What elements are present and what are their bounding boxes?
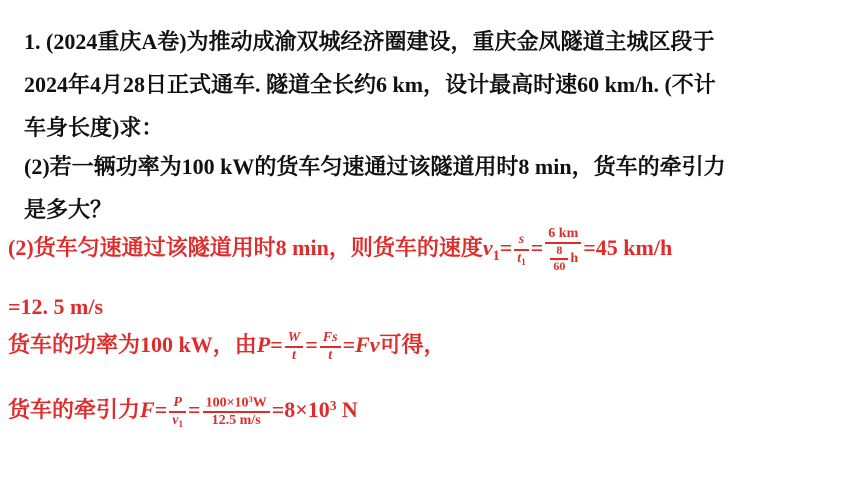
answer-3-text: 货车的功率为100 kW，由 [8, 332, 257, 357]
fraction-numerator: s [514, 232, 528, 250]
answer-4-text: 货车的牵引力 [8, 397, 141, 422]
answer-3-end: 可得， [379, 332, 446, 357]
answer-line-3 [8, 328, 446, 364]
fraction-power-over-speed [203, 395, 270, 430]
inner-numerator: 8 [550, 244, 568, 260]
unit-hour: h [570, 251, 579, 267]
question-line-4: (2)若一辆功率为100 kW的货车匀速通过该隧道用时8 min，货车的牵引力 [24, 154, 726, 179]
fraction-p-over-v1 [169, 395, 186, 430]
fraction-numerator: W [285, 330, 303, 348]
equals-sign: = [154, 397, 168, 422]
fraction-denominator: v [172, 412, 179, 428]
fraction-numerator: P [169, 395, 186, 413]
answer-line-1 [8, 226, 672, 274]
fraction-fs-over-t [320, 330, 341, 364]
fv-expression: =Fv [342, 332, 380, 357]
fraction-denominator: t [292, 347, 296, 363]
velocity-symbol: v [482, 234, 493, 260]
answer-line-4 [8, 393, 358, 429]
result-unit: N [336, 397, 358, 422]
fraction-numerator: Fs [320, 330, 341, 348]
fraction-denominator-subscript: 1 [521, 256, 526, 267]
numerator-exponent: 3 [248, 394, 253, 404]
fraction-s-over-t1 [514, 232, 528, 267]
fraction-8-over-60 [550, 244, 568, 274]
fraction-denominator: t [517, 250, 522, 266]
velocity-subscript: 1 [492, 247, 500, 264]
fraction-distance-over-time [545, 226, 581, 274]
fraction-denominator: 12.5 m/s [211, 413, 261, 429]
equals-sign: = [188, 397, 201, 422]
numerator-unit: W [252, 395, 267, 411]
question-line-3: 车身长度)求： [24, 115, 164, 140]
fraction-denominator: t [328, 347, 333, 363]
fraction-numerator: 6 km [545, 226, 581, 244]
equals-sign: = [270, 332, 283, 357]
equals-sign: = [305, 332, 318, 357]
numerator-base: 100×10 [205, 395, 249, 411]
question-line-1: 1. (2024重庆A卷)为推动成渝双城经济圈建设，重庆金凤隧道主城区段于 [24, 29, 715, 54]
result-exponent: 3 [329, 397, 337, 413]
equals-sign: = [499, 234, 513, 260]
answer-1-text: (2)货车匀速通过该隧道用时8 min，则货车的速度 [8, 234, 483, 260]
question-line-5: 是多大？ [24, 197, 113, 222]
fraction-w-over-t [285, 330, 303, 364]
power-symbol: P [256, 332, 271, 357]
equals-sign: = [530, 234, 544, 260]
force-symbol: F [140, 397, 155, 422]
question-line-2: 2024年4月28日正式通车. 隧道全长约6 km，设计最高时速60 km/h. (不计 [24, 72, 716, 97]
answer-line-2: =12. 5 m/s [8, 294, 104, 319]
fraction-denominator-subscript: 1 [178, 418, 184, 429]
inner-denominator: 60 [553, 258, 566, 273]
answer-1-result: =45 km/h [583, 234, 673, 260]
result-base: =8×10 [271, 397, 330, 422]
